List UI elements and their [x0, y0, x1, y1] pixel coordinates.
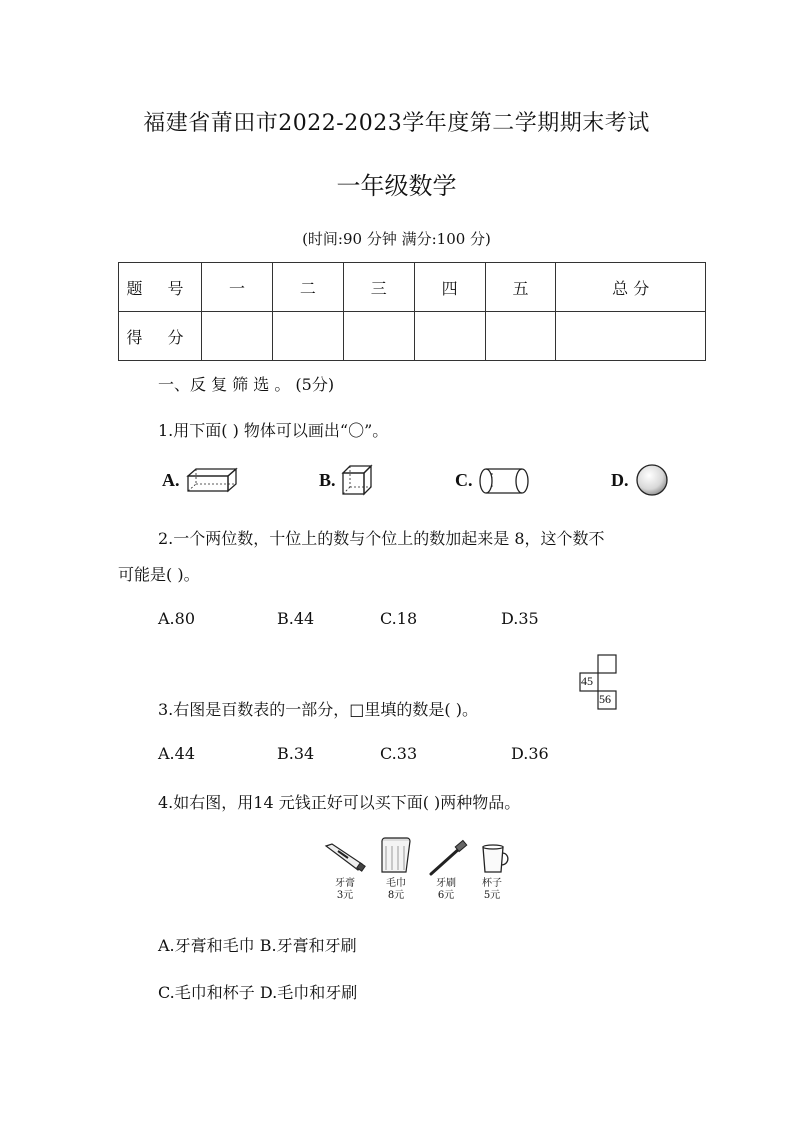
toothbrush-icon	[428, 842, 468, 876]
q4-options-line2[interactable]: C.毛巾和杯子 D.毛巾和牙刷	[158, 983, 358, 1002]
q4-options-line1[interactable]: A.牙膏和毛巾 B.牙膏和牙刷	[158, 936, 357, 955]
sphere-icon	[636, 464, 668, 496]
question-4-text: 4.如右图，用14 元钱正好可以买下面( )两种物品。	[158, 793, 521, 812]
score-input-cell[interactable]	[272, 312, 343, 361]
score-table-cell: 题 号	[119, 263, 202, 312]
goods-price: 8元	[387, 890, 405, 901]
section-heading: 一、反 复 筛 选 。 (5分)	[158, 375, 335, 394]
exam-subtitle: 一年级数学	[336, 172, 457, 200]
goods-name: 毛巾	[386, 878, 406, 889]
score-input-cell[interactable]	[485, 312, 556, 361]
q3-option-b[interactable]: B.34	[277, 744, 315, 763]
score-table-cell: 总 分	[556, 263, 706, 312]
q2-option-d[interactable]: D.35	[501, 609, 539, 628]
goods-price: 3元	[336, 890, 354, 901]
cylinder-icon	[478, 467, 530, 495]
score-table	[118, 262, 706, 361]
score-input-cell[interactable]	[414, 312, 485, 361]
goods-price: 5元	[483, 890, 501, 901]
score-input-cell[interactable]	[202, 312, 273, 361]
score-table-cell: 四	[414, 263, 485, 312]
goods-label-towel	[376, 878, 416, 902]
q1-option-d-label: D.	[611, 470, 629, 490]
towel-icon	[376, 836, 416, 876]
q1-option-a-label: A.	[162, 470, 180, 490]
question-2-line2: 可能是( )。	[118, 565, 200, 584]
question-2-line1: 2.一个两位数，十位上的数与个位上的数加起来是 8，这个数不	[158, 529, 605, 548]
score-input-cell[interactable]	[343, 312, 414, 361]
goods-name: 牙刷	[436, 878, 456, 889]
goods-label-cup	[472, 878, 512, 902]
goods-label-toothpaste	[325, 878, 365, 902]
score-table-cell: 得 分	[119, 312, 202, 361]
score-table-cell: 三	[343, 263, 414, 312]
q3-option-a[interactable]: A.44	[158, 744, 195, 763]
goods-label-toothbrush	[426, 878, 466, 902]
toothpaste-icon	[324, 842, 366, 872]
score-table-cell: 二	[272, 263, 343, 312]
goods-price: 6元	[437, 890, 455, 901]
q2-option-a[interactable]: A.80	[158, 609, 195, 628]
cup-icon	[479, 844, 511, 874]
score-input-cell[interactable]	[556, 312, 706, 361]
q1-option-c-label: C.	[455, 470, 473, 490]
grid-number-45: 45	[581, 674, 593, 688]
grid-number-56: 56	[599, 692, 611, 706]
score-table-cell: 五	[485, 263, 556, 312]
score-table-cell: 一	[202, 263, 273, 312]
score-table-score-row	[119, 312, 706, 361]
q2-option-b[interactable]: B.44	[277, 609, 315, 628]
score-table-header-row	[119, 263, 706, 312]
cuboid-icon	[186, 466, 238, 494]
q1-option-b-label: B.	[319, 470, 336, 490]
q2-option-c[interactable]: C.18	[380, 609, 418, 628]
q3-option-d[interactable]: D.36	[511, 744, 549, 763]
goods-name: 牙膏	[335, 878, 355, 889]
question-3-text: 3.右图是百数表的一部分，□里填的数是( )。	[158, 700, 478, 719]
question-1-text: 1.用下面( ) 物体可以画出“〇”。	[158, 421, 389, 440]
goods-name: 杯子	[482, 878, 502, 889]
exam-title: 福建省莆田市2022-2023学年度第二学期期末考试	[143, 111, 650, 136]
exam-meta: (时间:90 分钟 满分:100 分)	[302, 230, 491, 248]
cube-icon	[341, 464, 373, 496]
q3-option-c[interactable]: C.33	[380, 744, 418, 763]
